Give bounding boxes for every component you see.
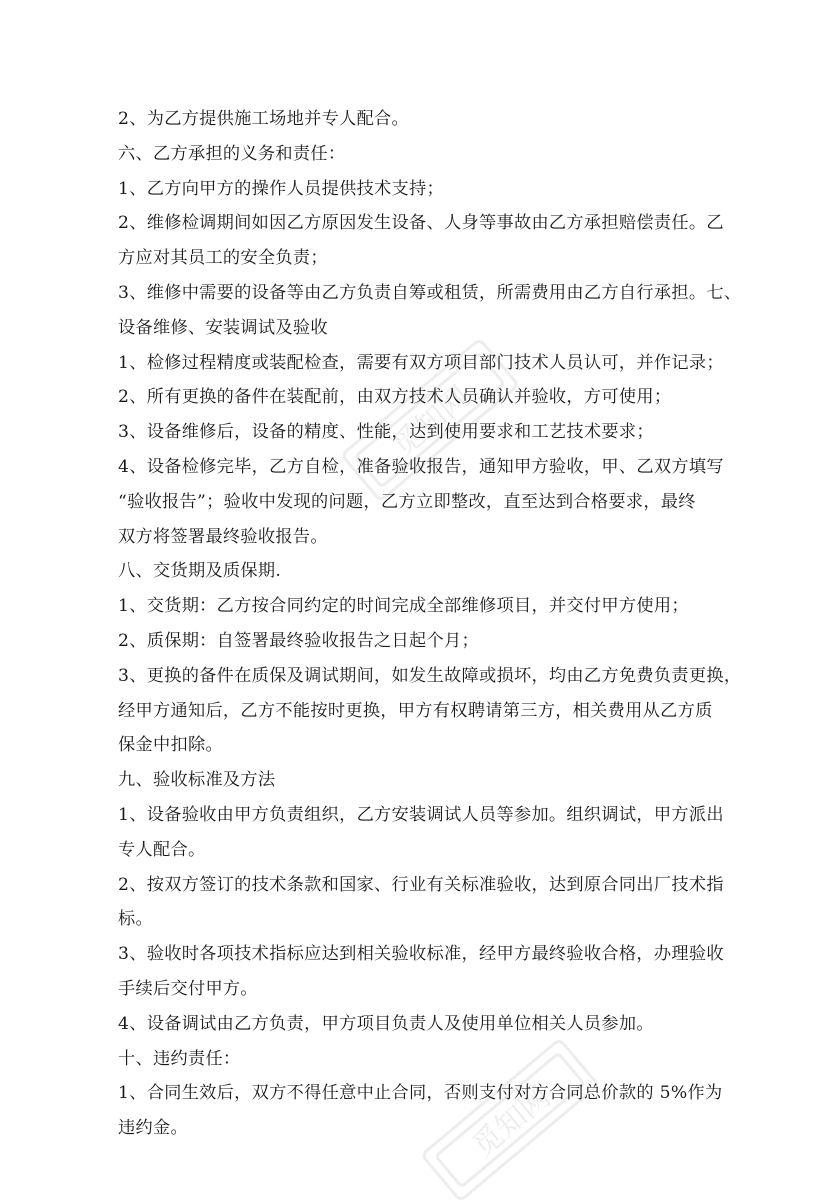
watermark-text-middle: 觅知网	[385, 379, 478, 465]
text-line: 3、设备维修后，设备的精度、性能，达到使用要求和工艺技术要求；	[118, 422, 654, 443]
text-line: “验收报告”；验收中发现的问题，乙方立即整改，直至达到合格要求，最终	[118, 491, 696, 512]
text-line: 标。	[118, 909, 153, 930]
section-heading: 设备维修、安装调试及验收	[118, 317, 328, 338]
text-line: 双方将签署最终验收报告。	[118, 526, 328, 547]
text-line: 2、所有更换的备件在装配前，由双方技术人员确认并验收，方可使用；	[118, 387, 672, 408]
text-line: 1、乙方向甲方的操作人员提供技术支持；	[118, 178, 445, 199]
text-line: 2、质保期：自签署最终验收报告之日起个月；	[118, 630, 479, 651]
text-line: 2、按双方签订的技术条款和国家、行业有关标准验收，达到原合同出厂技术指	[118, 874, 724, 895]
text-line: 方应对其员工的安全负责；	[118, 248, 328, 269]
text-line: 2、为乙方提供施工场地并专人配合。	[118, 109, 410, 129]
document-body	[118, 102, 742, 1146]
section-heading: 八、交货期及质保期.	[118, 561, 282, 582]
text-line: 3、维修中需要的设备等由乙方负责自筹或租赁，所需费用由乙方自行承担。七、	[118, 282, 742, 303]
section-heading: 六、乙方承担的义务和责任：	[118, 143, 346, 164]
text-line: 1、检修过程精度或装配检查，需要有双方项目部门技术人员认可，并作记录；	[118, 352, 724, 373]
text-line: 违约金。	[118, 1118, 188, 1139]
watermark-text-bottom: 觅知网	[465, 1079, 558, 1165]
text-line: 3、更换的备件在质保及调试期间，如发生故障或损坏，均由乙方免费负责更换，	[118, 665, 742, 686]
section-heading: 十、违约责任：	[118, 1048, 241, 1069]
text-line: 经甲方通知后，乙方不能按时更换，甲方有权聘请第三方，相关费用从乙方质	[118, 700, 713, 721]
text-line: 4、设备检修完毕，乙方自检，准备验收报告，通知甲方验收，甲、乙双方填写	[118, 456, 724, 477]
text-line: 保金中扣除。	[118, 735, 223, 756]
text-line: 4、设备调试由乙方负责，甲方项目负责人及使用单位相关人员参加。	[118, 1013, 654, 1034]
text-line: 2、维修检调期间如因乙方原因发生设备、人身等事故由乙方承担赔偿责任。乙	[118, 213, 724, 234]
text-line: 1、合同生效后，双方不得任意中止合同，否则支付对方合同总价款的 5%作为	[118, 1083, 723, 1104]
section-heading: 九、验收标准及方法	[118, 770, 276, 791]
text-line: 专人配合。	[118, 839, 206, 860]
text-line: 1、设备验收由甲方负责组织，乙方安装调试人员等参加。组织调试，甲方派出	[118, 804, 724, 825]
text-line: 1、交货期：乙方按合同约定的时间完成全部维修项目，并交付甲方使用；	[118, 596, 689, 617]
text-line: 3、验收时各项技术指标应达到相关验收标准，经甲方最终验收合格，办理验收	[118, 944, 724, 965]
text-line: 手续后交付甲方。	[118, 978, 258, 999]
